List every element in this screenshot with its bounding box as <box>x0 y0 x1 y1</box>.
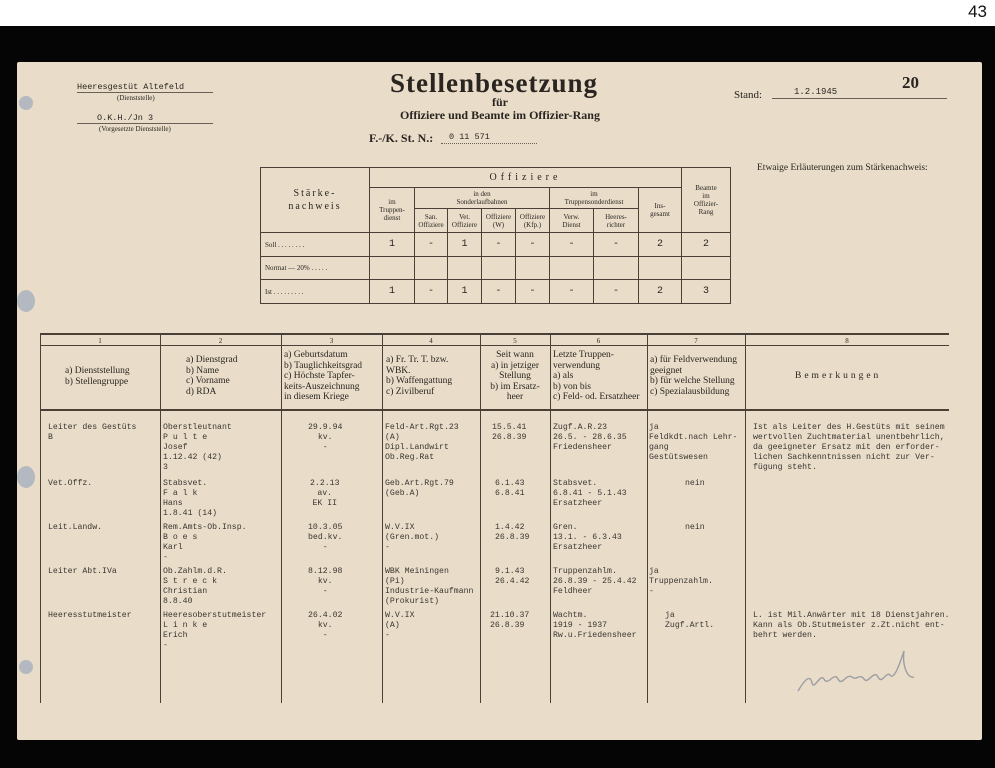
table-cell: Leit.Landw. <box>48 523 103 532</box>
col-verw: Verw. Dienst <box>550 209 594 233</box>
value-cell: - <box>415 233 448 257</box>
col-number: 7 <box>694 337 698 345</box>
subtitle-fur: für <box>492 95 508 109</box>
table-cell: Gren. 13.1. - 6.3.43 Ersatzheer <box>553 523 622 552</box>
col-number: 1 <box>98 337 102 345</box>
row-label: Soll . . . . . . . . <box>261 233 370 257</box>
punch-hole-icon <box>19 96 33 110</box>
punch-hole-icon <box>19 660 33 674</box>
officers-group-title: Offiziere <box>370 168 682 188</box>
col-number: 6 <box>596 337 601 345</box>
value-cell: 2 <box>682 233 731 257</box>
stand-label: Stand: <box>734 89 763 101</box>
page-number: 43 <box>968 2 987 21</box>
document-title: Stellenbesetzung <box>390 68 598 98</box>
header-geburtsdatum: a) Geburtsdatum b) Tauglichkeitsgrad c) Höchste Tapfer- keits-Auszeichnung in diesem Kriege <box>284 350 363 402</box>
row-label: Ist . . . . . . . . . <box>261 280 370 304</box>
table-cell: Wachtm. 1919 - 1937 Rw.u.Friedensheer <box>553 611 637 640</box>
value-cell: - <box>594 233 639 257</box>
table-cell: Geb.Art.Rgt.79 (Geb.A) <box>385 479 454 498</box>
value-cell: - <box>516 280 550 304</box>
table-cell: Leiter des Gestüts B <box>48 423 137 442</box>
document-subtitle: Offiziere und Beamte im Offizier-Rang <box>400 108 600 122</box>
table-cell: Stabsvet. F a l k Hans 1.8.41 (14) <box>163 479 218 518</box>
col-insgesamt: Ins- gesamt <box>639 188 682 233</box>
col-number: 5 <box>513 337 517 345</box>
table-cell: Ist als Leiter des H.Gestüts mit seinem wertvollen Zuchtmaterial unentbehrlich, da geeigneter Ersatz mit den erforder- lichen Sachkenntnissen nicht zur Ver- fügung steht. <box>753 423 945 472</box>
table-cell: Leiter Abt.IVa <box>48 567 117 576</box>
table-cell: Rem.Amts-Ob.Insp. B o e s Karl - <box>163 523 247 562</box>
table-cell: W.V.IX (Gren.mot.) - <box>385 523 440 552</box>
col-offw: Offiziere (W) <box>482 209 516 233</box>
value-cell: - <box>594 280 639 304</box>
superior-caption: (Vorgesetzte Dienststelle) <box>99 125 171 133</box>
stn-label: F.-/K. St. N.: <box>369 131 434 145</box>
header-wbk: a) Fr. Tr. T. bzw. WBK. b) Waffengattung c) Zivilberuf <box>386 355 453 397</box>
table-cell: 10.3.05 bed.kv. - <box>308 523 343 552</box>
punch-hole-icon <box>17 466 35 488</box>
header-bemerkungen: Bemerkungen <box>795 371 882 381</box>
value-cell: - <box>482 280 516 304</box>
table-cell: W.V.IX (A) - <box>385 611 415 640</box>
table-cell: L. ist Mil.Anwärter mit 18 Dienstjahren. Kann als Ob.Stutmeister z.Zt.nicht ent- behrt werden. <box>753 611 950 640</box>
table-cell: WBK Meiningen (Pi) Industrie-Kaufmann (Prokurist) <box>385 567 474 606</box>
value-cell: 2 <box>639 280 682 304</box>
value-cell: 1 <box>448 280 482 304</box>
value-cell: - <box>415 280 448 304</box>
col-vet: Vet. Offiziere <box>448 209 482 233</box>
header-dienstgrad: a) Dienstgrad b) Name c) Vorname d) RDA <box>186 355 238 397</box>
table-cell: 21.10.37 26.8.39 <box>490 611 530 630</box>
col-beamte: Beamte im Offizier- Rang <box>682 168 731 233</box>
col-truppendienst: im Truppen- dienst <box>370 188 415 233</box>
value-cell: - <box>550 233 594 257</box>
unit-caption: (Dienststelle) <box>117 94 155 102</box>
table-cell: 9.1.43 26.4.42 <box>495 567 530 586</box>
strength-row-normat <box>261 257 731 280</box>
table-cell: Vet.Offz. <box>48 479 93 488</box>
personnel-table <box>40 333 949 703</box>
table-cell: Heeresoberstutmeister L i n k e Erich - <box>163 611 267 650</box>
table-cell: 8.12.98 kv. - <box>308 567 343 596</box>
superior-unit: O.K.H./Jn 3 <box>97 113 154 123</box>
table-cell: 2.2.13 av. EK II <box>310 479 340 508</box>
header-dienststellung: a) Dienststellung b) Stellengruppe <box>65 366 130 387</box>
sheet-number: 20 <box>902 73 919 92</box>
table-cell: 1.4.42 26.8.39 <box>495 523 530 542</box>
col-number: 3 <box>329 337 334 345</box>
value-cell: 1 <box>370 233 415 257</box>
signature-icon <box>790 643 930 698</box>
col-number: 4 <box>429 337 433 345</box>
explanations-label: Etwaige Erläuterungen zum Stärkenachweis: <box>757 163 928 173</box>
stn-value: 0 11 571 <box>449 132 490 142</box>
table-cell: Oberstleutnant P u l t e Josef 1.12.42 (42) 3 <box>163 423 232 472</box>
table-cell: nein <box>685 479 705 488</box>
table-cell: Feld-Art.Rgt.23 (A) Dipl.Landwirt Ob.Reg.Rat <box>385 423 459 462</box>
table-cell: Stabsvet. 6.8.41 - 5.1.43 Ersatzheer <box>553 479 627 508</box>
value-cell: 1 <box>448 233 482 257</box>
header-seit-wann: Seit wann a) in jetziger Stellung b) im Ersatz- heer <box>490 350 540 402</box>
value-cell: 1 <box>370 280 415 304</box>
table-cell: ja Truppenzahlm. - <box>649 567 713 596</box>
group-truppensonder: im Truppensonderdienst <box>550 188 639 209</box>
table-cell: ja Zugf.Artl. <box>665 611 715 630</box>
value-cell: - <box>482 233 516 257</box>
table-cell: 15.5.41 26.8.39 <box>492 423 527 442</box>
value-cell: - <box>516 233 550 257</box>
col-number: 2 <box>218 337 223 345</box>
table-cell: 26.4.02 kv. - <box>308 611 343 640</box>
row-label: Normat — 20% . . . . . <box>261 257 370 280</box>
table-cell: Heeresstutmeister <box>48 611 132 620</box>
stand-date: 1.2.1945 <box>794 87 838 97</box>
strength-row-ist <box>261 280 731 304</box>
table-cell: Ob.Zahlm.d.R. S t r e c k Christian 8.8.40 <box>163 567 227 606</box>
header-letzte-verwendung: Letzte Truppen- verwendung a) als b) von bis c) Feld- od. Ersatzheer <box>553 350 640 402</box>
strength-row-header: Stärke- nachweis <box>261 168 370 233</box>
table-cell: Truppenzahlm. 26.8.39 - 25.4.42 Feldheer <box>553 567 637 596</box>
table-cell: Zugf.A.R.23 26.5. - 28.6.35 Friedensheer <box>553 423 627 452</box>
group-sonder: in den Sonderlaufbahnen <box>415 188 550 209</box>
table-cell: 6.1.43 6.8.41 <box>495 479 525 498</box>
punch-hole-icon <box>17 290 35 312</box>
table-cell: 29.9.94 kv. - <box>308 423 343 452</box>
table-cell: nein <box>685 523 705 532</box>
unit-name: Heeresgestüt Altefeld <box>77 82 185 92</box>
strength-table <box>260 167 731 304</box>
table-cell: ja Feldkdt.nach Lehr- gang Gestütswesen <box>649 423 738 462</box>
value-cell: 2 <box>639 233 682 257</box>
col-offkfp: Offiziere (Kfp.) <box>516 209 550 233</box>
value-cell: 3 <box>682 280 731 304</box>
header-feldverwendung: a) für Feldverwendung geeignet b) für welche Stellung c) Spezialausbildung <box>650 355 738 397</box>
col-san: San. Offiziere <box>415 209 448 233</box>
col-heeresrichter: Heeres- richter <box>594 209 639 233</box>
value-cell: - <box>550 280 594 304</box>
col-number: 8 <box>845 337 849 345</box>
strength-row-soll <box>261 233 731 257</box>
